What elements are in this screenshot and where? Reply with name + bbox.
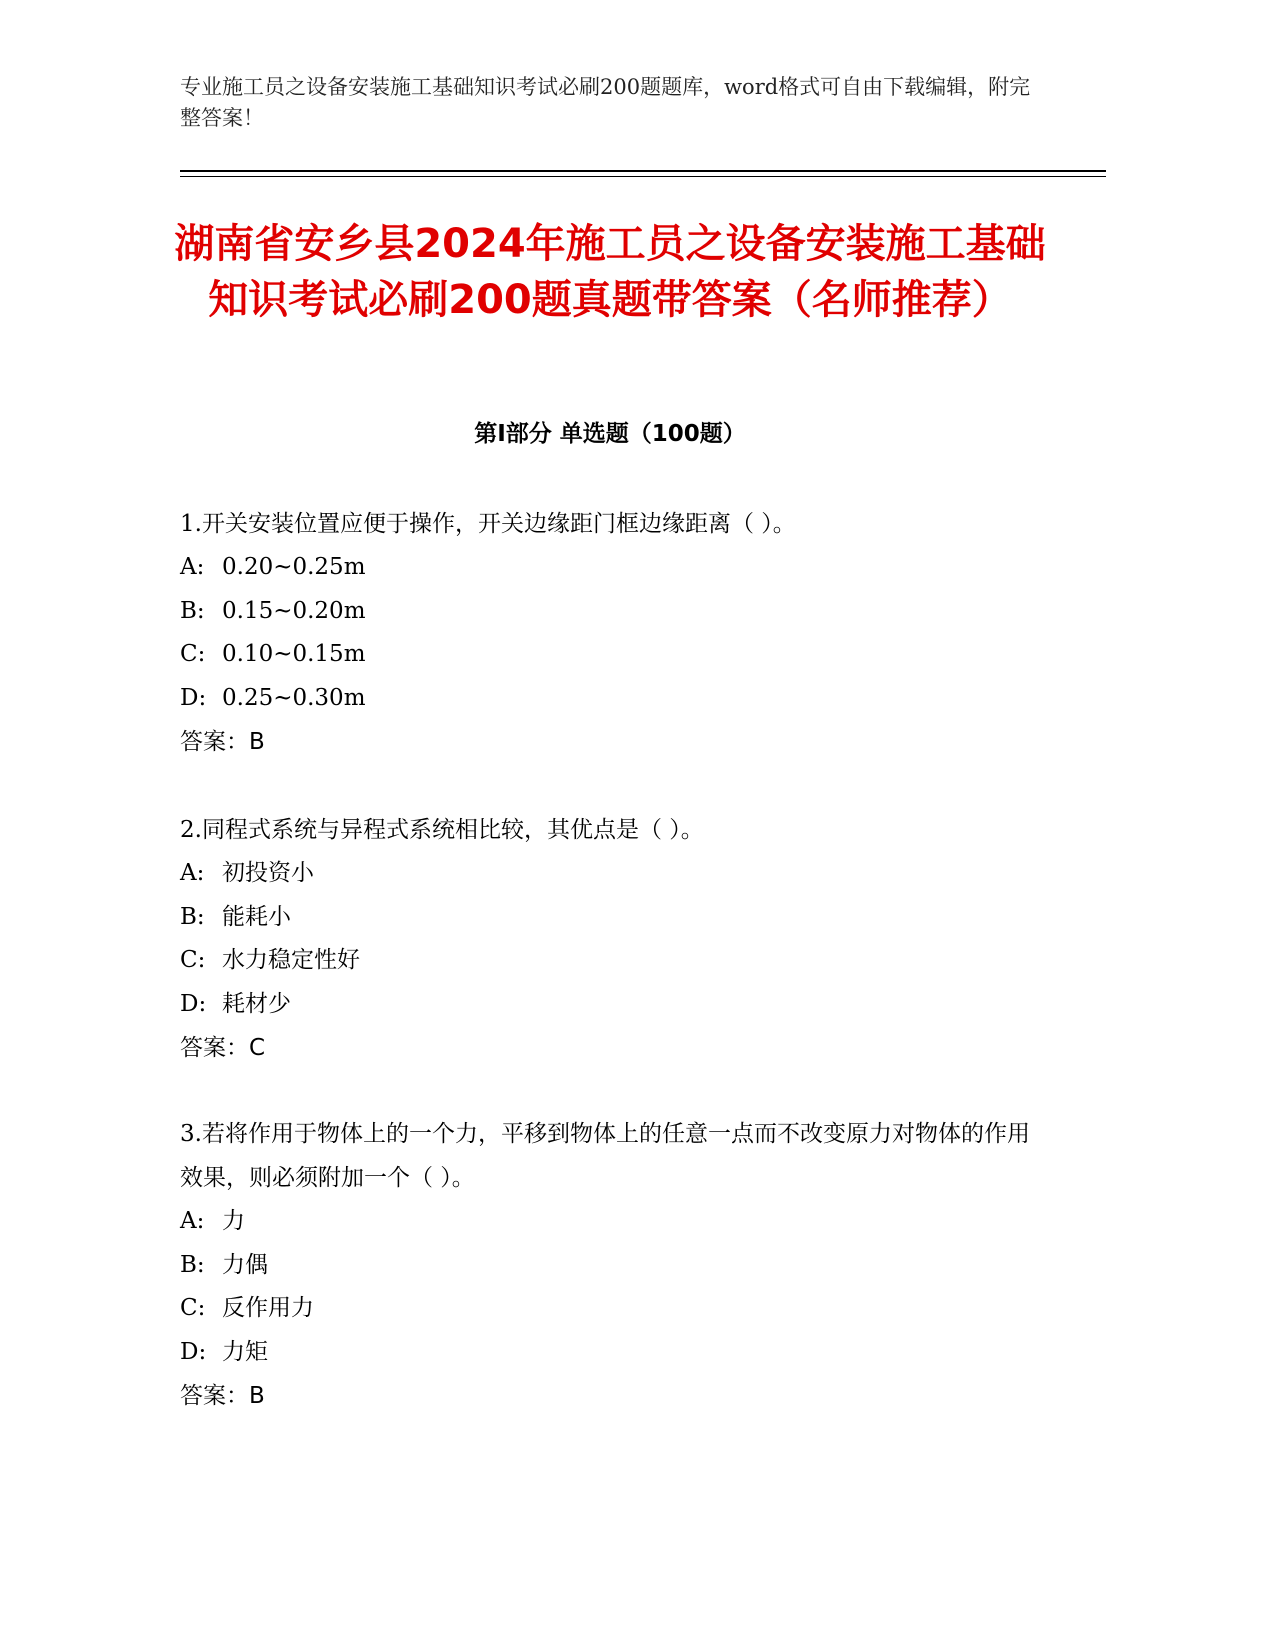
answer-label: 答案：B <box>180 1383 265 1409</box>
option-b <box>180 590 1050 634</box>
option-d <box>180 983 1050 1027</box>
question-1 <box>180 502 1050 764</box>
option-text: 0.15~0.20m <box>222 597 366 624</box>
option-letter: C: <box>180 641 206 667</box>
option-text: 力偶 <box>222 1251 268 1278</box>
option-a <box>180 852 1050 896</box>
option-text: 反作用力 <box>222 1295 314 1321</box>
option-letter: A: <box>180 554 205 580</box>
option-letter: B: <box>180 1251 205 1278</box>
header-divider-thin <box>180 176 1106 177</box>
question-stem: 2.同程式系统与异程式系统相比较，其优点是（ ）。 <box>180 817 704 843</box>
option-text: 能耗小 <box>222 903 291 930</box>
option-letter: B: <box>180 597 205 624</box>
option-letter: D: <box>180 990 207 1017</box>
question-stem: 3.若将作用于物体上的一个力，平移到物体上的任意一点而不改变原力对物体的作用效果，则必须附加一个（ ）。 <box>180 1121 1030 1191</box>
header-note: 专业施工员之设备安装施工基础知识考试必刷200题题库，word格式可自由下载编辑，附完整答案！ <box>180 75 1031 130</box>
option-b <box>180 1244 1050 1288</box>
option-c <box>180 939 1050 983</box>
option-text: 0.20~0.25m <box>222 554 366 580</box>
answer-label: 答案：B <box>180 729 265 755</box>
option-c <box>180 1287 1050 1331</box>
option-c <box>180 633 1050 677</box>
question-2 <box>180 808 1050 1070</box>
option-letter: C: <box>180 947 206 973</box>
option-d <box>180 1331 1050 1375</box>
document-title: 湖南省安乡县2024年施工员之设备安装施工基础知识考试必刷200题真题带答案（名师推荐） <box>174 221 1046 323</box>
option-text: 0.10~0.15m <box>222 641 366 667</box>
option-letter: C: <box>180 1295 206 1321</box>
header-divider-thick <box>180 170 1106 172</box>
option-d <box>180 677 1050 721</box>
question-3 <box>180 1112 1050 1418</box>
option-text: 0.25~0.30m <box>222 684 366 711</box>
option-text: 耗材少 <box>222 990 291 1017</box>
option-a <box>180 1200 1050 1244</box>
option-letter: A: <box>180 1208 205 1234</box>
option-b <box>180 896 1050 940</box>
option-text: 力 <box>222 1208 245 1234</box>
question-stem: 1.开关安装位置应便于操作，开关边缘距门框边缘距离（ ）。 <box>180 511 796 537</box>
option-a <box>180 546 1050 590</box>
option-letter: D: <box>180 1338 207 1365</box>
answer-label: 答案：C <box>180 1035 266 1061</box>
option-text: 水力稳定性好 <box>222 947 360 973</box>
section-heading: 第Ⅰ部分 单选题（100题） <box>474 421 746 447</box>
option-text: 初投资小 <box>222 860 314 886</box>
option-text: 力矩 <box>222 1338 268 1365</box>
option-letter: B: <box>180 903 205 930</box>
option-letter: D: <box>180 684 207 711</box>
option-letter: A: <box>180 860 205 886</box>
